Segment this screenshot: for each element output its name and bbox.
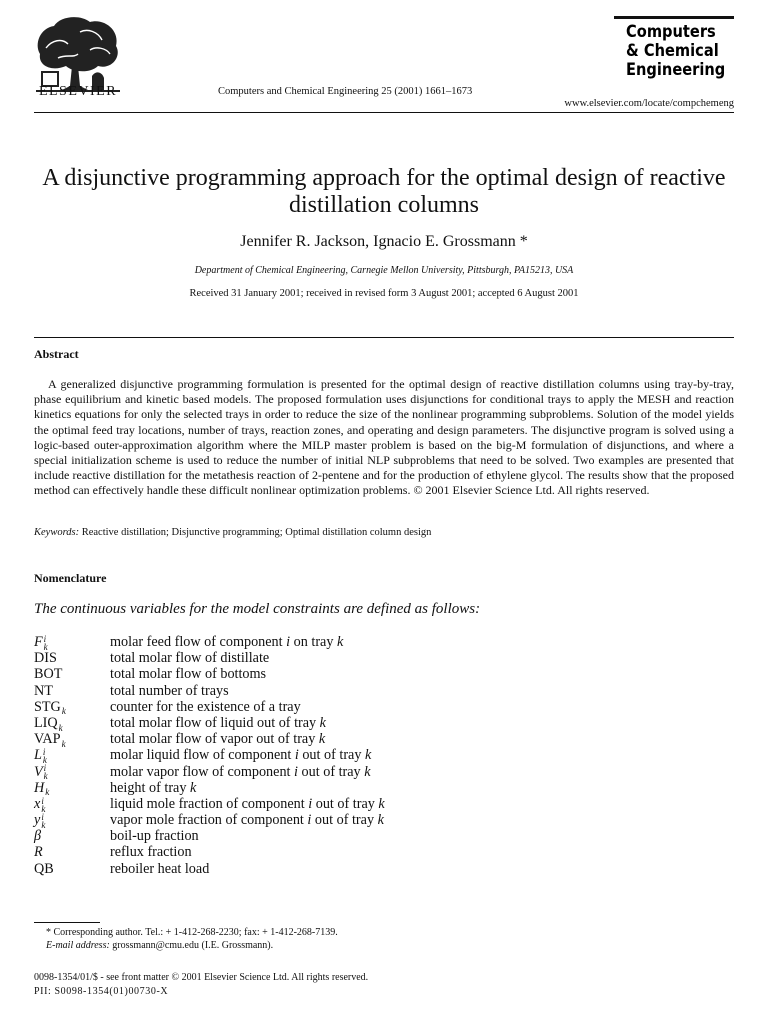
symbol-indices <box>45 780 49 796</box>
nomenclature-row <box>34 747 634 766</box>
symbol-base: NT <box>34 682 53 699</box>
symbol-subscript: k <box>41 819 46 830</box>
abstract-text: A generalized disjunctive programming formulation is presented for the optimal design of reactive distillation columns using tray-by-tray, phase equilibrium and kinetic based models. The proposed formulation uses disjunctions for conditional trays to apply the MESH and reaction kinetics equations for only the selected trays in order to reduce the size of the nonlinear programming subproblems. Solution of the model yields the optimal feed tray locations, number of trays, reaction zones, and operating and design parameters. The disjunctive program is solved using a logic-based outer-approximation algorithm where the MILP master problem is based on the big-M formulation of disjunctions, and where a special initialization scheme is used to reduce the number of initial NLP subproblems that need to be solved. Two examples are presented that include reactive distillation for the metathesis reaction of 2-pentene and for the production of ethylene glycol. The results show that the proposed method can effectively handle these difficult nonlinear optimization problems. © 2001 Elsevier Science Ltd. All rights reserved. <box>34 377 734 498</box>
nomenclature-symbol <box>34 683 110 699</box>
symbol-base: VAP <box>34 731 61 748</box>
nomenclature-definition: boil-up fraction <box>110 828 199 845</box>
nomenclature-symbol <box>34 715 110 731</box>
symbol-indices <box>41 813 45 829</box>
footnote-divider <box>34 922 100 923</box>
nomenclature-symbol <box>34 731 110 747</box>
symbol-indices <box>44 764 48 780</box>
corresponding-author-footnote: * Corresponding author. Tel.: + 1-412-268-2230; fax: + 1-412-268-7139. <box>46 927 338 938</box>
nomenclature-definition: molar liquid flow of component i out of tray k <box>110 747 372 764</box>
journal-title-box <box>614 16 734 95</box>
symbol-superscript: i <box>42 747 46 758</box>
symbol-indices <box>62 732 66 748</box>
nomenclature-symbol <box>34 666 110 682</box>
publisher-name: ELSEVIER <box>38 84 118 99</box>
symbol-base: LIQ <box>34 714 58 731</box>
symbol-base: β <box>34 828 42 845</box>
symbol-superscript: i <box>43 763 47 774</box>
article-title: A disjunctive programming approach for the optimal design of reactive distillation columns <box>42 165 726 218</box>
symbol-subscript: k <box>61 738 66 749</box>
nomenclature-definition: counter for the existence of a tray <box>110 698 301 715</box>
nomenclature-definition: height of tray k <box>110 779 197 796</box>
article-authors: Jennifer R. Jackson, Ignacio E. Grossmann * <box>240 233 528 250</box>
nomenclature-definition: vapor mole fraction of component i out of tray k <box>110 812 384 829</box>
nomenclature-symbol <box>34 747 110 766</box>
journal-title-line: Computers <box>626 22 716 42</box>
nomenclature-row <box>34 828 634 844</box>
nomenclature-definition: reboiler heat load <box>110 860 210 877</box>
symbol-subscript: k <box>58 722 63 733</box>
nomenclature-symbol <box>34 650 110 666</box>
email-label: E-mail address: <box>46 940 110 951</box>
symbol-indices <box>43 748 47 764</box>
nomenclature-row <box>34 796 634 812</box>
symbol-superscript: i <box>41 795 44 806</box>
nomenclature-definition: liquid mole fraction of component i out of tray k <box>110 795 385 812</box>
nomenclature-row <box>34 650 634 666</box>
nomenclature-heading: Nomenclature <box>34 571 107 585</box>
symbol-base: STG <box>34 698 61 715</box>
nomenclature-symbol <box>34 812 110 828</box>
symbol-base: y <box>34 812 41 829</box>
nomenclature-row <box>34 699 634 715</box>
symbol-base: R <box>34 844 43 861</box>
nomenclature-symbol <box>34 634 110 650</box>
nomenclature-row <box>34 812 634 828</box>
symbol-base: DIS <box>34 650 57 667</box>
nomenclature-row <box>34 844 634 860</box>
header-divider <box>34 112 734 113</box>
nomenclature-symbol <box>34 796 110 812</box>
keywords-label: Keywords: <box>34 527 80 538</box>
pii-line: PII: S0098-1354(01)00730-X <box>34 986 169 997</box>
nomenclature-definition: total molar flow of distillate <box>110 650 270 667</box>
nomenclature-row <box>34 731 634 747</box>
journal-title <box>614 22 726 80</box>
journal-title-line: Engineering <box>626 60 726 80</box>
nomenclature-row <box>34 861 634 877</box>
symbol-base: H <box>34 779 45 796</box>
symbol-indices <box>62 699 66 715</box>
nomenclature-row <box>34 764 634 780</box>
nomenclature-definition: molar vapor flow of component i out of tray k <box>110 763 371 780</box>
keywords-text: Reactive distillation; Disjunctive programming; Optimal distillation column design <box>81 527 432 538</box>
nomenclature-symbol <box>34 699 110 715</box>
nomenclature-row <box>34 683 634 699</box>
abstract-heading: Abstract <box>34 347 79 361</box>
section-divider <box>34 337 734 338</box>
symbol-subscript: k <box>61 706 66 717</box>
email-footnote <box>46 940 273 951</box>
nomenclature-definition: total molar flow of liquid out of tray k <box>110 714 326 731</box>
symbol-subscript: k <box>43 641 48 652</box>
nomenclature-symbol <box>34 844 110 860</box>
symbol-base: V <box>34 763 43 780</box>
symbol-base: F <box>34 634 43 650</box>
journal-citation: Computers and Chemical Engineering 25 (2001) 1661–1673 <box>218 86 473 97</box>
symbol-subscript: k <box>41 803 46 814</box>
article-history: Received 31 January 2001; received in revised form 3 August 2001; accepted 6 August 2001 <box>189 288 579 299</box>
symbol-indices <box>41 797 45 813</box>
nomenclature-row <box>34 715 634 731</box>
nomenclature-intro: The continuous variables for the model constraints are defined as follows: <box>34 601 481 617</box>
nomenclature-definition: total molar flow of vapor out of tray k <box>110 731 326 748</box>
nomenclature-row <box>34 666 634 682</box>
author-affiliation: Department of Chemical Engineering, Carnegie Mellon University, Pittsburgh, PA15213, USA <box>194 265 574 276</box>
nomenclature-symbol <box>34 780 110 796</box>
symbol-subscript: k <box>42 755 47 766</box>
journal-url[interactable]: www.elsevier.com/locate/compchemeng <box>564 98 734 109</box>
symbol-base: L <box>34 747 42 764</box>
nomenclature-symbol <box>34 828 110 844</box>
symbol-base: QB <box>34 860 54 877</box>
nomenclature-definition: total number of trays <box>110 682 229 699</box>
symbol-indices <box>59 716 63 732</box>
email-text[interactable]: grossmann@cmu.edu (I.E. Grossmann). <box>112 940 274 951</box>
symbol-superscript: i <box>43 633 47 644</box>
nomenclature-symbol <box>34 764 110 780</box>
nomenclature-list <box>34 634 634 877</box>
nomenclature-definition: reflux fraction <box>110 844 192 861</box>
symbol-subscript: k <box>43 771 48 782</box>
nomenclature-definition: molar feed flow of component i on tray k <box>110 634 344 650</box>
symbol-superscript: i <box>41 811 44 822</box>
symbol-base: BOT <box>34 666 63 683</box>
copyright-line: 0098-1354/01/$ - see front matter © 2001 Elsevier Science Ltd. All rights reserved. <box>34 972 369 983</box>
nomenclature-row <box>34 780 634 796</box>
nomenclature-symbol <box>34 861 110 877</box>
symbol-indices <box>44 635 48 651</box>
symbol-subscript: k <box>45 787 50 798</box>
symbol-base: x <box>34 795 41 812</box>
keywords <box>34 527 734 538</box>
nomenclature-row <box>34 634 634 650</box>
journal-title-line: & Chemical <box>626 41 719 61</box>
nomenclature-definition: total molar flow of bottoms <box>110 666 267 683</box>
